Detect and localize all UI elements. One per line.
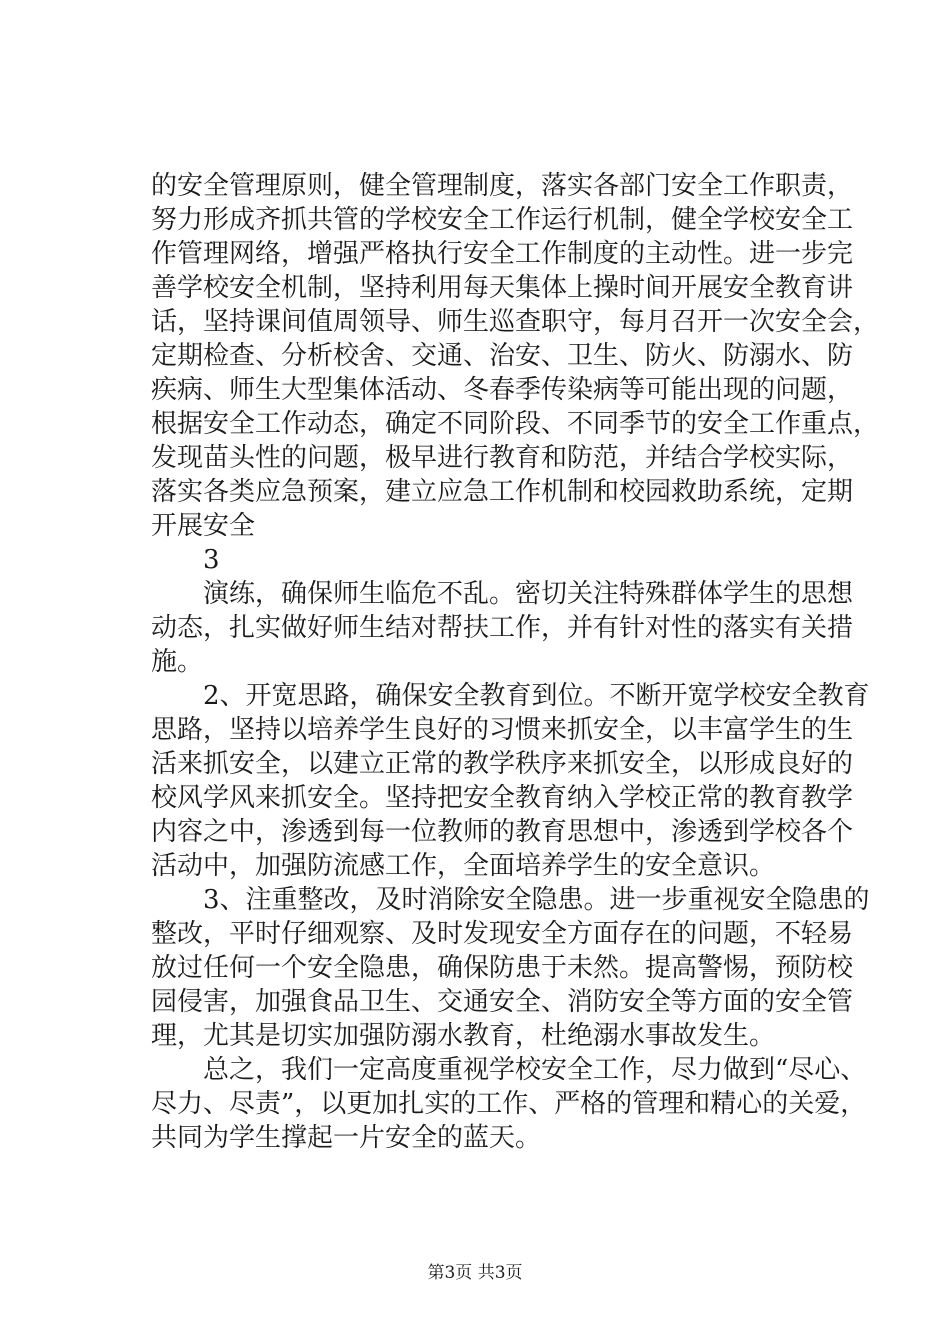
text-line: 演练，确保师生临危不乱。密切关注特殊群体学生的思想 bbox=[151, 579, 854, 609]
text-line: 园侵害，加强食品卫生、交通安全、消防安全等方面的安全管 bbox=[151, 987, 854, 1017]
text-line: 疾病、师生大型集体活动、冬春季传染病等可能出现的问题， bbox=[151, 375, 854, 405]
text-line: 放过任何一个安全隐患，确保防患于未然。提高警惕，预防校 bbox=[151, 953, 854, 983]
text-line: 共同为学生撑起一片安全的蓝天。 bbox=[151, 1123, 542, 1153]
text-line: 内容之中，渗透到每一位教师的教育思想中，渗透到学校各个 bbox=[151, 817, 854, 847]
text-line: 的安全管理原则，健全管理制度，落实各部门安全工作职责， bbox=[151, 171, 854, 201]
text-line: 善学校安全机制，坚持利用每天集体上操时间开展安全教育讲 bbox=[151, 273, 854, 303]
text-line: 开展安全 bbox=[151, 511, 256, 541]
text-line: 活动中，加强防流感工作，全面培养学生的安全意识。 bbox=[151, 851, 776, 881]
text-line: 活来抓安全，以建立正常的教学秩序来抓安全，以形成良好的 bbox=[151, 749, 854, 779]
text-line: 思路，坚持以培养学生良好的习惯来抓安全，以丰富学生的生 bbox=[151, 715, 854, 745]
text-line: 3、注重整改，及时消除安全隐患。进一步重视安全隐患的 bbox=[151, 885, 870, 915]
text-line: 发现苗头性的问题，极早进行教育和防范，并结合学校实际， bbox=[151, 443, 854, 473]
page-footer: 第3页 共3页 bbox=[427, 1263, 523, 1283]
text-line: 2、开宽思路，确保安全教育到位。不断开宽学校安全教育 bbox=[151, 681, 870, 711]
text-line: 作管理网络，增强严格执行安全工作制度的主动性。进一步完 bbox=[151, 239, 854, 269]
text-line: 定期检查、分析校舍、交通、治安、卫生、防火、防溺水、防 bbox=[151, 341, 854, 371]
text-line: 总之，我们一定高度重视学校安全工作，尽力做到“尽心、 bbox=[151, 1055, 867, 1085]
text-line: 话，坚持课间值周领导、师生巡查职守，每月召开一次安全会， bbox=[151, 307, 880, 337]
text-line: 努力形成齐抓共管的学校安全工作运行机制，健全学校安全工 bbox=[151, 205, 854, 235]
text-line: 整改，平时仔细观察、及时发现安全方面存在的问题，不轻易 bbox=[151, 919, 854, 949]
text-line: 校风学风来抓安全。坚持把安全教育纳入学校正常的教育教学 bbox=[151, 783, 854, 813]
text-line: 尽力、尽责”，以更加扎实的工作、严格的管理和精心的关爱， bbox=[151, 1089, 867, 1119]
page-number-inline: 3 bbox=[151, 545, 220, 575]
text-line: 根据安全工作动态，确定不同阶段、不同季节的安全工作重点， bbox=[151, 409, 880, 439]
text-line: 动态，扎实做好师生结对帮扶工作，并有针对性的落实有关措 bbox=[151, 613, 854, 643]
text-line: 施。 bbox=[151, 647, 204, 677]
text-line: 落实各类应急预案，建立应急工作机制和校园救助系统，定期 bbox=[151, 477, 854, 507]
text-line: 理，尤其是切实加强防溺水教育，杜绝溺水事故发生。 bbox=[151, 1021, 776, 1051]
